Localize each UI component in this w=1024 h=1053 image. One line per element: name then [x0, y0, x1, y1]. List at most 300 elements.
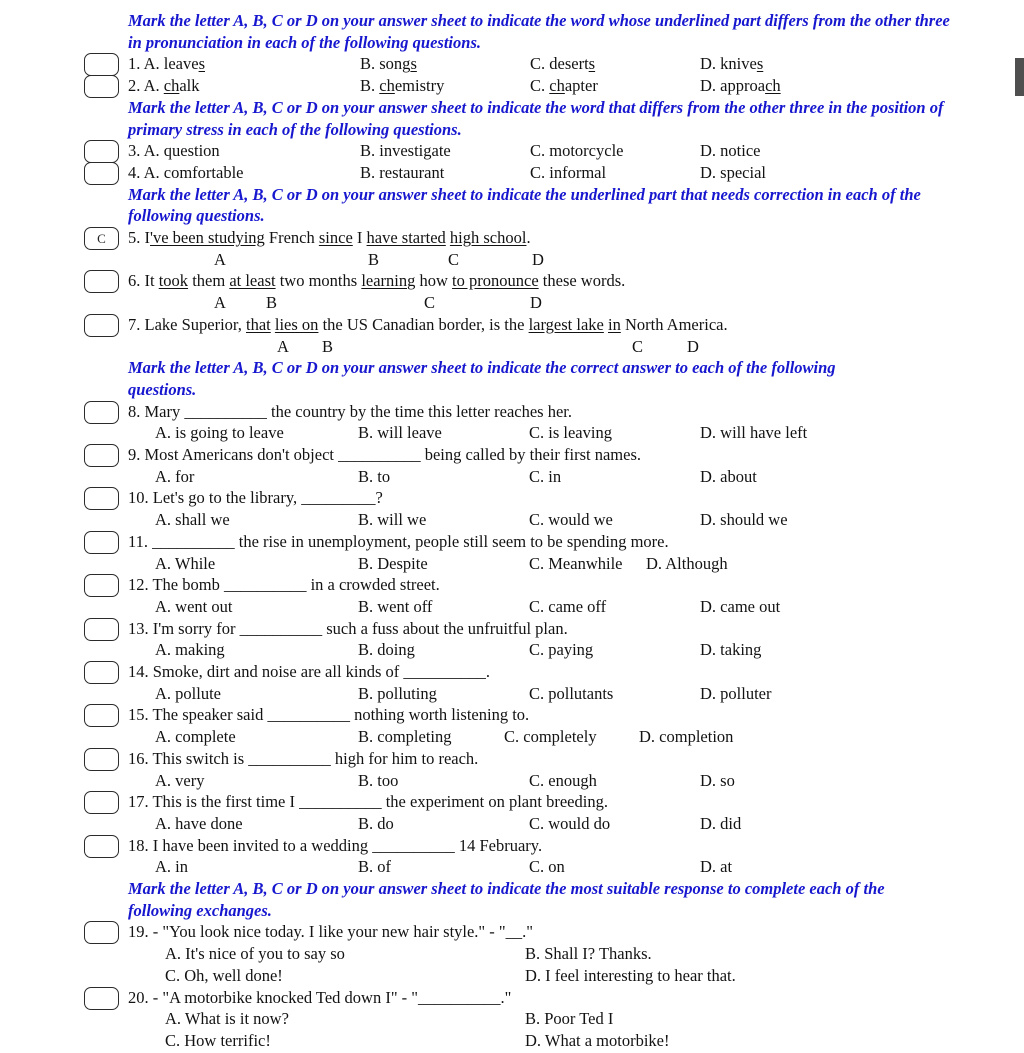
option-text: B. polluting: [358, 683, 437, 703]
option-text: apter: [564, 76, 598, 96]
stem-segment: since: [318, 228, 353, 248]
instruction-text: Mark the letter A, B, C or D on your answer sheet to indicate the word that differs from the other three in the position of primary stress in each of the following questions.: [128, 97, 944, 139]
option-cell: [155, 422, 358, 444]
answer-box-q19[interactable]: [84, 921, 119, 944]
option-word: [360, 141, 451, 160]
option-label: D.: [700, 141, 717, 161]
stem-segment: have started: [366, 228, 446, 248]
options-row: [128, 856, 1014, 878]
option-cell: [358, 466, 529, 488]
question-stem: [128, 574, 1014, 596]
options-row: [128, 965, 1014, 987]
question-number: 3.: [128, 141, 141, 161]
option-label: D.: [700, 162, 717, 182]
stem-text: 19. - "You look nice today. I like your new hair style." - "__.": [128, 922, 534, 942]
answer-box-q14[interactable]: [84, 661, 119, 684]
option-cell: [529, 856, 700, 878]
scrollbar-thumb[interactable]: [1015, 58, 1024, 96]
question-17: [128, 791, 1014, 834]
option-cell: [529, 553, 646, 575]
option-text: A. is going to leave: [155, 423, 284, 443]
option-cell: [155, 639, 358, 661]
option-text: A. pollute: [155, 683, 221, 703]
question-9: [128, 444, 1014, 487]
option-word: [530, 141, 623, 160]
correction-letter-c: C: [448, 249, 460, 269]
option-word: [360, 54, 417, 73]
stem-text: 13. I'm sorry for __________ such a fuss about the unfruitful plan.: [128, 618, 568, 638]
option-cell: [155, 509, 358, 531]
option-label: B.: [360, 76, 376, 96]
question-number-cell: [128, 53, 360, 75]
underlined-part: s: [588, 54, 596, 74]
question-stem: [128, 314, 1014, 336]
option-text: B. Poor Ted I: [525, 1009, 614, 1029]
option-text: informal: [549, 162, 607, 182]
option-cell: [360, 140, 530, 162]
stem-segment: North America.: [620, 314, 728, 334]
answer-box-q13[interactable]: [84, 618, 119, 641]
instruction-text: Mark the letter A, B, C or D on your answer sheet to indicate the underlined part that needs correction in each of the following questions.: [128, 184, 921, 226]
option-cell: [529, 422, 700, 444]
option-cell: [165, 943, 525, 965]
stem-segment: .: [526, 228, 531, 248]
question-stem: [128, 618, 1014, 640]
question-1: [128, 53, 1014, 75]
option-text: special: [720, 162, 766, 182]
question-stem: [128, 531, 1014, 553]
answer-box-q18[interactable]: [84, 835, 119, 858]
options-row: [128, 943, 1014, 965]
question-4: [128, 162, 1014, 184]
answer-box-q15[interactable]: [84, 704, 119, 727]
option-cell: [529, 509, 700, 531]
option-text: song: [379, 54, 411, 74]
stem-text: 9. Most Americans don't object __________ being called by their first names.: [128, 445, 641, 465]
option-text: D. taking: [700, 640, 762, 660]
underlined-part: s: [410, 54, 417, 74]
options-row: [128, 683, 1014, 705]
option-cell: [529, 683, 700, 705]
stem-text: 10. Let's go to the library, _________?: [128, 488, 383, 508]
underlined-part: ch: [379, 76, 395, 96]
stem-segment: 6. It: [128, 271, 159, 291]
option-cell: [165, 965, 525, 987]
option-cell: [529, 813, 700, 835]
option-cell: [700, 53, 1014, 75]
option-text: desert: [549, 54, 589, 74]
question-stem: [128, 921, 1014, 943]
answer-box-q5[interactable]: [84, 227, 119, 250]
option-text: A. It's nice of you to say so: [165, 944, 345, 964]
underlined-part: s: [198, 54, 205, 74]
answer-box-q16[interactable]: [84, 748, 119, 771]
stem-text: 8. Mary __________ the country by the time this letter reaches her.: [128, 401, 573, 421]
option-text: D. about: [700, 466, 757, 486]
option-text: B. completing: [358, 727, 452, 747]
stem-segment: to pronounce: [452, 271, 539, 291]
option-cell: [525, 943, 1014, 965]
option-cell: [165, 1030, 525, 1052]
option-cell: [358, 813, 529, 835]
answer-box-q6[interactable]: [84, 270, 119, 293]
option-text: A. for: [155, 466, 195, 486]
option-text: D. I feel interesting to hear that.: [525, 965, 736, 985]
stem-text: 20. - "A motorbike knocked Ted down I" - "__________.": [128, 987, 512, 1007]
options-row: [128, 639, 1014, 661]
stem-segment: that: [246, 314, 271, 334]
option-text: B. to: [358, 466, 391, 486]
option-text: C. is leaving: [529, 423, 612, 443]
question-8: [128, 401, 1014, 444]
option-cell: [530, 162, 700, 184]
underlined-part: ch: [163, 76, 180, 96]
question-stem: [128, 270, 1014, 292]
option-cell: [358, 726, 504, 748]
option-word: [700, 141, 761, 160]
options-row: [128, 75, 1014, 97]
correction-letter-d: D: [687, 336, 699, 356]
stem-segment: the US Canadian border, is the: [318, 314, 529, 334]
options-row: [128, 509, 1014, 531]
option-cell: [529, 639, 700, 661]
option-cell: [155, 813, 358, 835]
option-word: [530, 163, 606, 182]
stem-segment: these words.: [538, 271, 626, 291]
correction-letter-b: B: [322, 336, 334, 356]
option-text: question: [163, 141, 220, 161]
option-cell: [360, 53, 530, 75]
stem-text: 18. I have been invited to a wedding __________ 14 February.: [128, 835, 543, 855]
option-text: A. While: [155, 553, 216, 573]
option-text: B. of: [358, 857, 391, 877]
underlined-part: ch: [765, 76, 781, 96]
option-cell: [700, 75, 1014, 97]
question-16: [128, 748, 1014, 791]
options-row: [128, 422, 1014, 444]
option-label: C.: [530, 54, 546, 74]
underlined-part: s: [756, 54, 764, 74]
stem-segment: 5. I: [128, 228, 150, 248]
option-cell: [646, 553, 1014, 575]
option-text: D. will have left: [700, 423, 808, 443]
options-row: [128, 726, 1014, 748]
stem-segment: in: [608, 314, 621, 334]
options-row: [128, 770, 1014, 792]
option-text: C. enough: [529, 770, 597, 790]
question-14: [128, 661, 1014, 704]
answer-box-q8[interactable]: [84, 401, 119, 424]
option-cell: [155, 596, 358, 618]
option-text: C. pollutants: [529, 683, 614, 703]
correction-letter-a: A: [277, 336, 289, 356]
options-row: [128, 813, 1014, 835]
question-13: [128, 618, 1014, 661]
question-10: [128, 487, 1014, 530]
option-text: leave: [163, 54, 199, 74]
correction-letter-a: A: [214, 249, 226, 269]
question-11: [128, 531, 1014, 574]
question-stem: [128, 835, 1014, 857]
question-number: 2.: [128, 76, 141, 96]
answer-box-q1[interactable]: [84, 53, 119, 76]
stem-segment: them: [188, 271, 230, 291]
option-word: [700, 54, 763, 73]
question-20: [128, 987, 1014, 1052]
option-cell: [358, 509, 529, 531]
instruction-text: Mark the letter A, B, C or D on your answer sheet to indicate the correct answer to each of the following questions.: [128, 358, 836, 399]
answer-box-q20[interactable]: [84, 987, 119, 1010]
option-word: [360, 76, 444, 95]
instruction-response: [128, 878, 948, 921]
question-12: [128, 574, 1014, 617]
option-label: B.: [360, 162, 376, 182]
option-label: B.: [360, 54, 376, 74]
option-text: A. complete: [155, 727, 236, 747]
option-cell: [700, 422, 1014, 444]
option-label: C.: [530, 76, 546, 96]
option-word: [144, 141, 220, 160]
question-3: [128, 140, 1014, 162]
instruction-stress: [128, 97, 978, 140]
option-text: B. will leave: [358, 423, 442, 443]
option-cell: [700, 162, 1014, 184]
option-cell: [700, 639, 1014, 661]
stem-segment: 've been studying: [150, 228, 265, 248]
answer-box-q10[interactable]: [84, 487, 119, 510]
stem-segment: 7. Lake Superior,: [128, 314, 247, 334]
question-number-cell: [128, 140, 360, 162]
stem-text: 16. This switch is __________ high for him to reach.: [128, 748, 479, 768]
answer-box-q11[interactable]: [84, 531, 119, 554]
question-stem: [128, 791, 1014, 813]
question-number-cell: [128, 75, 360, 97]
options-row: [128, 596, 1014, 618]
option-word: [700, 76, 781, 95]
instruction-pronunciation: [128, 10, 958, 53]
option-text: D. completion: [639, 727, 734, 747]
question-stem: [128, 748, 1014, 770]
correction-letter-b: B: [368, 249, 380, 269]
question-stem: [128, 227, 1014, 249]
option-cell: [529, 466, 700, 488]
correction-letter-c: C: [632, 336, 644, 356]
correction-letter-d: D: [532, 249, 544, 269]
correction-letter-a: A: [214, 293, 226, 313]
option-text: motorcycle: [549, 141, 624, 161]
option-text: A. making: [155, 640, 225, 660]
option-text: restaurant: [379, 162, 445, 182]
question-2: [128, 75, 1014, 97]
option-label: C.: [530, 141, 546, 161]
question-stem: [128, 661, 1014, 683]
option-text: A. have done: [155, 813, 243, 833]
answer-box-q17[interactable]: [84, 791, 119, 814]
option-text: D. so: [700, 770, 735, 790]
option-label: A.: [143, 76, 160, 96]
underlined-part: ch: [549, 76, 565, 96]
stem-segment: at least: [229, 271, 276, 291]
option-cell: [358, 639, 529, 661]
option-cell: [700, 770, 1014, 792]
option-text: D. Although: [646, 553, 728, 573]
option-text: C. would we: [529, 510, 613, 530]
option-text: C. in: [529, 466, 562, 486]
option-text: C. on: [529, 857, 565, 877]
answer-box-value: C: [97, 231, 106, 247]
option-cell: [155, 856, 358, 878]
option-label: B.: [360, 141, 376, 161]
option-label: A.: [143, 141, 160, 161]
option-word: [360, 163, 444, 182]
instruction-text: Mark the letter A, B, C or D on your answer sheet to indicate the word whose underlined part differs from the other three in pronunciation in each of the following questions.: [128, 11, 950, 52]
answer-box-q4[interactable]: [84, 162, 119, 185]
stem-segment: I: [352, 228, 367, 248]
stem-text: 17. This is the first time I __________ the experiment on plant breeding.: [128, 792, 608, 812]
options-row: [128, 1008, 1014, 1030]
option-text: D. came out: [700, 596, 781, 616]
question-18: [128, 835, 1014, 878]
option-text: D. at: [700, 857, 733, 877]
option-word: [530, 54, 595, 73]
option-label: D.: [700, 76, 717, 96]
option-label: A.: [143, 54, 160, 74]
options-row: [128, 466, 1014, 488]
option-cell: [358, 422, 529, 444]
option-cell: [358, 770, 529, 792]
options-row: [128, 140, 1014, 162]
option-cell: [360, 75, 530, 97]
option-cell: [525, 1008, 1014, 1030]
instruction-error-correction: [128, 184, 948, 227]
correction-letters: [128, 292, 1014, 314]
option-text: C. paying: [529, 640, 594, 660]
option-cell: [155, 770, 358, 792]
correction-letters: [128, 249, 1014, 271]
answer-box-q12[interactable]: [84, 574, 119, 597]
options-row: [128, 1030, 1014, 1052]
stem-segment: lies on: [274, 314, 319, 334]
question-number: 4.: [128, 162, 141, 182]
answer-box-q7[interactable]: [84, 314, 119, 337]
answer-box-q9[interactable]: [84, 444, 119, 467]
option-cell: [155, 466, 358, 488]
stem-text: 14. Smoke, dirt and noise are all kinds of __________.: [128, 662, 491, 682]
option-text: B. too: [358, 770, 399, 790]
option-text: B. doing: [358, 640, 415, 660]
option-word: [530, 76, 598, 95]
correction-letter-d: D: [530, 293, 542, 313]
stem-segment: two months: [275, 271, 362, 291]
option-text: D. should we: [700, 510, 788, 530]
option-cell: [525, 965, 1014, 987]
option-text: A. What is it now?: [165, 1009, 289, 1029]
option-text: C. How terrific!: [165, 1031, 271, 1050]
question-7: [128, 314, 1014, 357]
stem-segment: learning: [361, 271, 416, 291]
option-text: alk: [179, 76, 200, 96]
option-text: B. Shall I? Thanks.: [525, 944, 652, 964]
options-row: [128, 553, 1014, 575]
option-word: [144, 163, 244, 182]
question-6: [128, 270, 1014, 313]
option-text: knive: [720, 54, 757, 74]
option-text: D. polluter: [700, 683, 772, 703]
stem-segment: high school: [449, 228, 527, 248]
option-text: B. Despite: [358, 553, 428, 573]
option-cell: [530, 53, 700, 75]
option-word: [144, 54, 205, 73]
option-word: [144, 76, 200, 95]
option-cell: [700, 509, 1014, 531]
option-text: B. went off: [358, 596, 433, 616]
answer-box-q3[interactable]: [84, 140, 119, 163]
question-stem: [128, 401, 1014, 423]
question-stem: [128, 487, 1014, 509]
options-row: [128, 53, 1014, 75]
option-cell: [155, 683, 358, 705]
option-cell: [529, 770, 700, 792]
question-number: 1.: [128, 54, 141, 74]
option-text: C. Oh, well done!: [165, 965, 283, 985]
option-cell: [530, 140, 700, 162]
option-cell: [504, 726, 639, 748]
option-cell: [529, 596, 700, 618]
option-label: A.: [143, 162, 160, 182]
option-cell: [639, 726, 1014, 748]
stem-segment: largest lake: [528, 314, 604, 334]
stem-text: 15. The speaker said __________ nothing worth listening to.: [128, 705, 530, 725]
option-text: notice: [720, 141, 761, 161]
option-text: A. shall we: [155, 510, 230, 530]
option-cell: [358, 553, 529, 575]
option-cell: [700, 466, 1014, 488]
option-cell: [700, 813, 1014, 835]
option-label: C.: [530, 162, 546, 182]
answer-box-q2[interactable]: [84, 75, 119, 98]
correction-letter-b: B: [266, 293, 278, 313]
option-text: emistry: [394, 76, 445, 96]
stem-segment: how: [415, 271, 453, 291]
option-cell: [165, 1008, 525, 1030]
option-text: comfortable: [163, 162, 244, 182]
question-stem: [128, 987, 1014, 1009]
option-text: approa: [720, 76, 766, 96]
option-word: [700, 163, 766, 182]
question-19: [128, 921, 1014, 986]
option-cell: [530, 75, 700, 97]
correction-letter-c: C: [424, 293, 436, 313]
option-text: B. do: [358, 813, 394, 833]
question-stem: [128, 444, 1014, 466]
options-row: [128, 162, 1014, 184]
option-cell: [700, 596, 1014, 618]
question-5: [97, 227, 1014, 270]
instruction-correct-answer: [128, 357, 878, 400]
stem-segment: took: [158, 271, 189, 291]
option-cell: [525, 1030, 1014, 1052]
option-cell: [700, 683, 1014, 705]
question-15: [128, 704, 1014, 747]
option-text: C. Meanwhile: [529, 553, 623, 573]
option-cell: [155, 553, 358, 575]
option-text: investigate: [379, 141, 451, 161]
stem-text: 11. __________ the rise in unemployment, people still seem to be spending more.: [128, 531, 669, 551]
question-number-cell: [128, 162, 360, 184]
option-cell: [358, 856, 529, 878]
option-text: A. very: [155, 770, 205, 790]
option-cell: [700, 856, 1014, 878]
